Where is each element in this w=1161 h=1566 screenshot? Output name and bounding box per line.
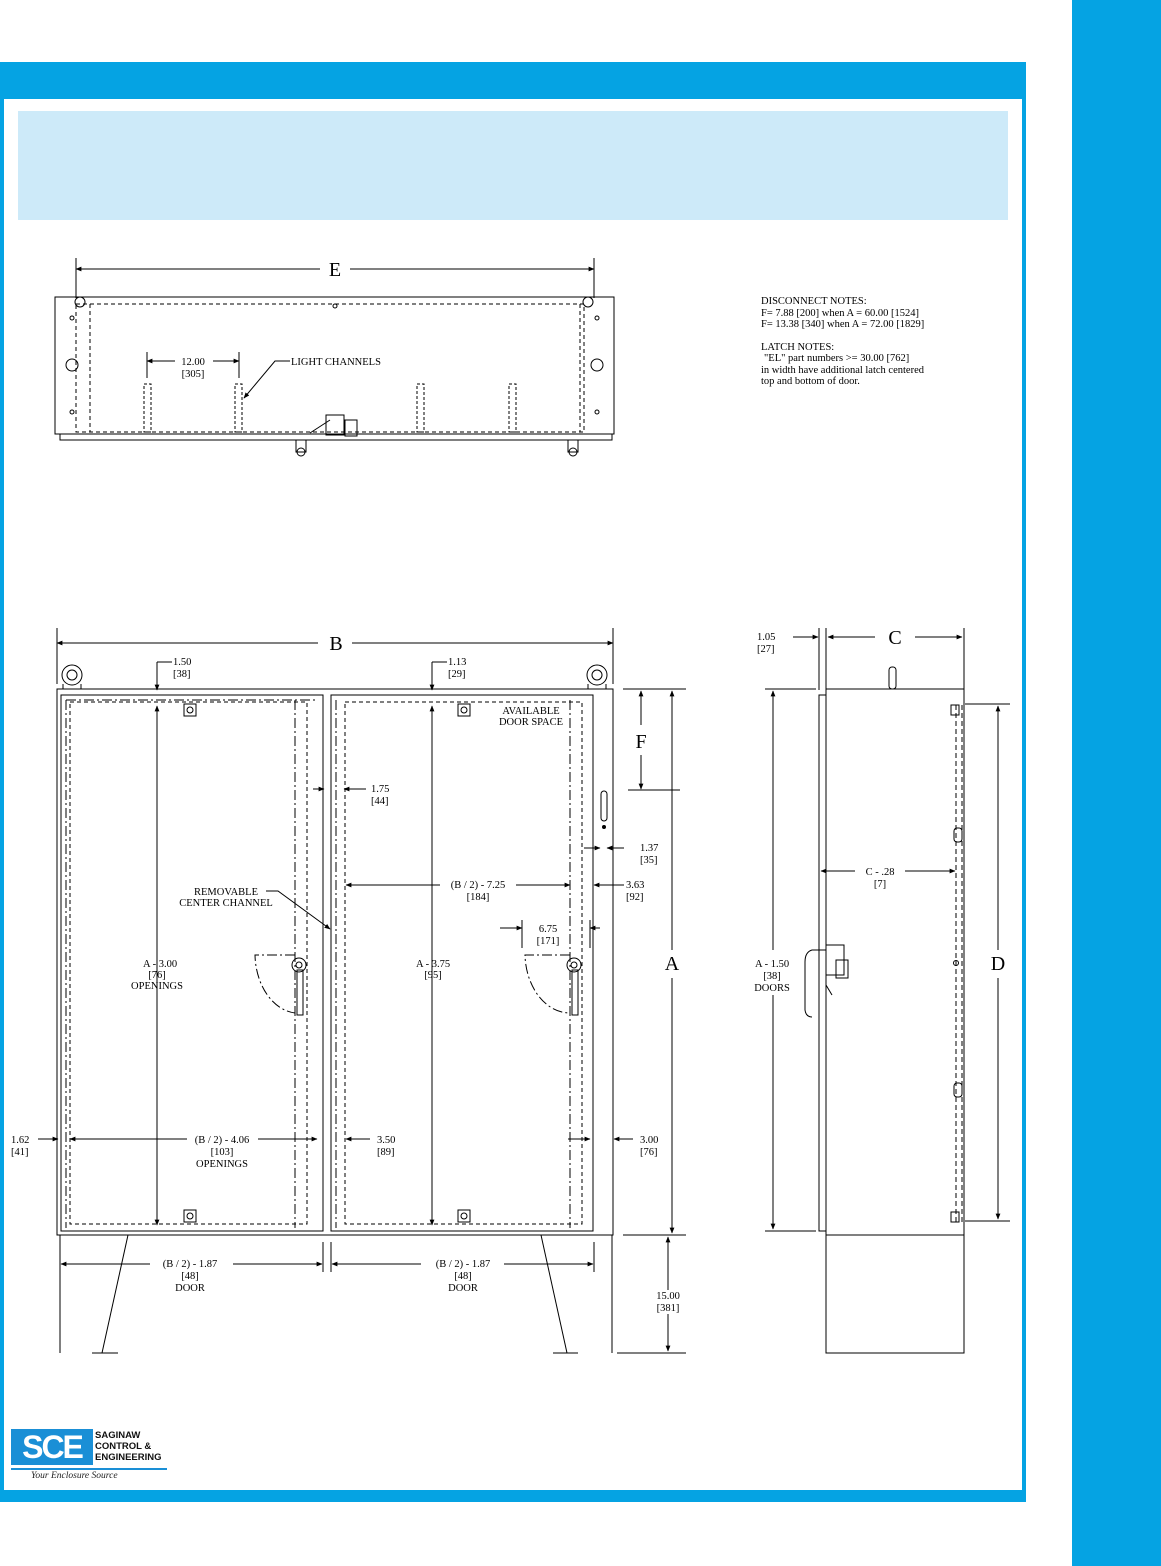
dim-137-label: 1.37 (640, 843, 659, 854)
dim-12-label: 12.00 (181, 357, 205, 368)
sce-logo (11, 1427, 161, 1483)
available-label-1: AVAILABLE (502, 706, 560, 717)
dim-675-label: 6.75 (538, 924, 558, 935)
dim-b406-label: (B / 2) - 4.06 (194, 1135, 250, 1146)
dim-1500-label: 15.00 (656, 1291, 680, 1302)
dim-105-mm-label: [27] (757, 644, 775, 655)
side-view (765, 628, 1010, 1353)
dim-363-label: 3.63 (626, 880, 645, 891)
dim-b187-left-mm-label: [48] (181, 1271, 199, 1282)
dim-a150-mm-label: [38] (763, 971, 781, 982)
dim-a-label: A (664, 953, 680, 975)
dim-d-label: D (990, 953, 1006, 975)
latch-notes-title: LATCH NOTES: (761, 341, 835, 353)
dim-300-label: 3.00 (640, 1135, 659, 1146)
dim-f-label: F (635, 731, 647, 753)
dim-b406-mm-label: [103] (210, 1147, 234, 1158)
removable-label-1: REMOVABLE (194, 887, 258, 898)
dim-b187-right-mm-label: [48] (454, 1271, 472, 1282)
light-channels-label: LIGHT CHANNELS (291, 357, 381, 368)
logo-tagline: Your Enclosure Source (31, 1471, 118, 1481)
dim-105-label: 1.05 (757, 632, 776, 643)
dim-150-mm-label: [38] (173, 669, 191, 680)
latch-note-3: top and bottom of door. (761, 376, 860, 387)
dim-300-mm-label: [76] (640, 1147, 658, 1158)
available-label-2: DOOR SPACE (498, 717, 564, 728)
dim-350-label: 3.50 (377, 1135, 396, 1146)
dim-150-label: 1.50 (173, 657, 192, 668)
doors-label: DOORS (754, 983, 790, 994)
dim-1500-mm-label: [381] (656, 1303, 680, 1314)
notes-block (761, 296, 924, 388)
disconnect-notes-title: DISCONNECT NOTES: (761, 296, 867, 307)
door-label-right: DOOR (448, 1283, 478, 1294)
disconnect-note-2: F= 13.38 [340] when A = 72.00 [1829] (761, 319, 925, 330)
dim-b187-right-label: (B / 2) - 1.87 (435, 1259, 491, 1270)
dim-c28-mm-label: [7] (873, 879, 887, 890)
logo-company-name (95, 1430, 167, 1463)
dim-675-mm-label: [171] (536, 936, 560, 947)
logo-name-line-1: SAGINAW (95, 1430, 141, 1441)
dim-175-label: 1.75 (371, 784, 390, 795)
latch-note-1: "EL" part numbers >= 30.00 [762] (764, 353, 910, 364)
openings-label-left: OPENINGS (131, 981, 183, 992)
dim-a150-label: A - 1.50 (754, 959, 790, 970)
logo-name-line-3: ENGINEERING (95, 1452, 162, 1463)
dim-175-mm-label: [44] (371, 796, 389, 807)
dim-162-mm-label: [41] (11, 1147, 29, 1158)
openings-label-bottom: OPENINGS (196, 1159, 248, 1170)
dim-350-mm-label: [89] (377, 1147, 395, 1158)
dim-113-label: 1.13 (448, 657, 467, 668)
dim-a375-label: A - 3.75 (415, 959, 451, 970)
dim-113-mm-label: [29] (448, 669, 466, 680)
dim-a375-mm-label: [95] (424, 970, 442, 981)
logo-underline (11, 1468, 167, 1470)
dim-b187-left-label: (B / 2) - 1.87 (162, 1259, 218, 1270)
logo-name-line-2: CONTROL & (95, 1441, 152, 1452)
dim-b725-mm-label: [184] (466, 892, 490, 903)
door-label-left: DOOR (175, 1283, 205, 1294)
disconnect-note-1: F= 7.88 [200] when A = 60.00 [1524] (761, 307, 919, 319)
dim-a300-mm-label: [76] (148, 970, 166, 981)
dim-162-label: 1.62 (11, 1135, 30, 1146)
removable-label-2: CENTER CHANNEL (179, 898, 273, 909)
dim-c-label: C (888, 627, 902, 649)
dim-e-label: E (328, 259, 342, 281)
latch-note-2: in width have additional latch centered (761, 364, 924, 376)
logo-letters: SCE (11, 1429, 93, 1465)
dim-137-mm-label: [35] (640, 855, 658, 866)
dim-b-label: B (329, 633, 343, 655)
dim-a300-label: A - 3.00 (142, 959, 178, 970)
dim-c28-label: C - .28 (865, 867, 895, 878)
dim-12-mm-label: [305] (181, 369, 205, 380)
dim-363-mm-label: [92] (626, 892, 644, 903)
dim-b725-label: (B / 2) - 7.25 (450, 880, 506, 891)
